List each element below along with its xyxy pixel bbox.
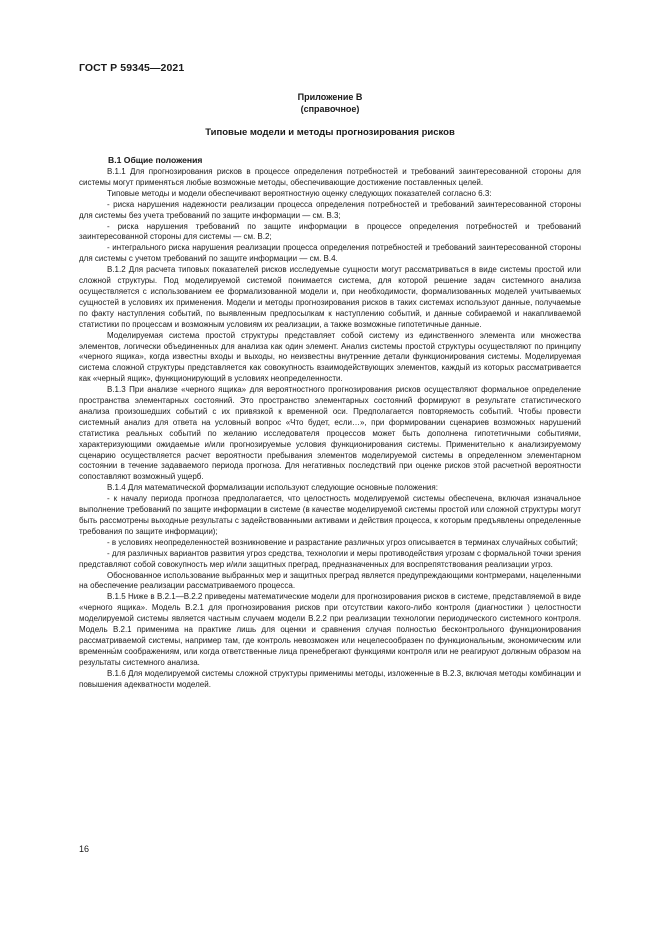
paragraph-preventive-measures: Обоснованное использование выбранных мер и защитных преград является предупреждающими контрмерами, нацеленными на обеспечение реализации рассматриваемого процесса.	[79, 570, 581, 591]
paragraph-b-1-3: В.1.3 При анализе «черного ящика» для вероятностного прогнозирования рисков осуществляют формальное определение пространства элементарных состояний. Это пространство элементарных состояний формируют в результате статистического анализа произошедших событий с их привязкой к временной оси. Предполагается повторяемость событий. Чтобы провести системный анализ для ответа на условный вопрос «Что будет, если…», при формировании сценариев возможных нарушений статистика реальных событий по желанию исследователя процессов может быть дополнена гипотетичными событиями, характеризующими ожидаемые и/или прогнозируемые условия функционирования системы. Применительно к анализируемому сценарию осуществляется расчет вероятности пребывания элементов моделируемой системы в определенном элементарном состоянии в течение задаваемого периода прогноза. Для негативных последствий при оценке рисков этой расчетной вероятности сопоставляют возможный ущерб.	[79, 385, 581, 482]
appendix-label-block	[79, 92, 581, 115]
paragraph-simple-structure: Моделируемая система простой структуры представляет собой систему из единственного элемента или множества элементов, логически объединенных для анализа как один элемент. Анализ системы простой структуры осуществляют по принципу «черного ящика», когда известны входы и выходы, но неизвестны внутренние детали функционирования системы. Моделируемая система сложной структуры представляется как совокупность взаимодействующих элементов, каждый из которых рассматривается как «черный ящик», функционирующий в условиях неопределенности.	[79, 330, 581, 384]
list-item-integrity: - к началу периода прогноза предполагается, что целостность моделируемой системы обеспечена, включая изначальное выполнение требований по защите информации в системе (в качестве моделируемой системы простой или сложной структуры могут быть рассмотрены выходные результаты с задействованными активами и действия процесса, к которым предъявлены определенные требования по защите информации);	[79, 494, 581, 536]
list-item-security-risk: - риска нарушения требований по защите информации в процессе определения потребностей и требований заинтересованной стороны для системы — см. В.2;	[79, 221, 581, 242]
section-heading: В.1 Общие положения	[108, 155, 203, 165]
paragraph-b-1-5: В.1.5 Ниже в В.2.1—В.2.2 приведены математические модели для прогнозирования рисков в системе, представляемой в виде «черного ящика». Модель В.2.1 для прогнозирования рисков при отсутствии какого-либо контроля (диагностики ) целостности моделируемой системы является частным случаем модели В.2.2 при реализации технологии периодического системного контроля. Модель В.2.1 применима на практике лишь для оценки и сравнения случая полностью бесконтрольного функционирования рассматриваемой системы, например там, где контроль невозможен или нецелесообразен по функциональным, экономическим или временны́м соображениям, или когда ответственные лица пренебрегают функциями контроля или не реагируют должным образом на результаты системного анализа.	[79, 592, 581, 667]
list-item-reliability-risk: - риска нарушения надежности реализации процесса определения потребностей и требований заинтересованной стороны для системы без учета требований по защите информации — см. В.3;	[79, 199, 581, 220]
list-item-integral-risk: - интегрального риска нарушения реализации процесса определения потребностей и требований заинтересованной стороны для системы с учетом требований по защите информации — см. В.4.	[79, 243, 581, 264]
page-number: 16	[79, 844, 90, 854]
paragraph-indicators-intro: Типовые методы и модели обеспечивают вероятностную оценку следующих показателей согласно 6.3:	[107, 188, 492, 198]
list-item-countermeasures: - для различных вариантов развития угроз средства, технологии и меры противодействия угрозам с формальной точки зрения представляют собой совокупность мер и/или защитных преград, предназначенных для воспрепятствования реализации угроз.	[79, 548, 581, 569]
paragraph-b-1-1: В.1.1 Для прогнозирования рисков в процессе определения потребностей и требований заинтересованной стороны для системы могут применяться любые возможные методы, обеспечивающие достижение поставленных целей.	[79, 167, 581, 187]
appendix-title: Типовые модели и методы прогнозирования рисков	[205, 127, 455, 138]
paragraph-b-1-6: В.1.6 Для моделируемой системы сложной структуры применимы методы, изложенные в В.2.3, включая методы комбинации и повышения адекватности моделей.	[79, 668, 581, 689]
paragraph-b-1-2: В.1.2 Для расчета типовых показателей рисков исследуемые сущности могут рассматриваться в виде системы простой или сложной структуры. Под моделируемой системой понимается система, для которой решение задач системного анализа осуществляется с использованием ее формализованной модели и, при необходимости, формализованных моделей учитываемых сущностей в условиях их применения. Модели и методы прогнозирования рисков в таких системах используют данные, получаемые по факту наступления событий, по выявленным предпосылкам к наступлению событий, и данные собираемой и накапливаемой статистики по процессам и возможным условиям их реализации, а также возможные гипотетичные данные.	[79, 265, 581, 329]
body-text	[79, 167, 581, 691]
list-item-random-events: - в условиях неопределенностей возникновение и разрастание различных угроз описывается в терминах случайных событий;	[107, 537, 578, 547]
appendix-type: (справочное)	[300, 103, 360, 114]
paragraph-b-1-4: В.1.4 Для математической формализации используют следующие основные положения:	[107, 483, 438, 493]
appendix-label: Приложение В	[297, 92, 363, 102]
standard-code-header: ГОСТ Р 59345—2021	[79, 62, 185, 74]
